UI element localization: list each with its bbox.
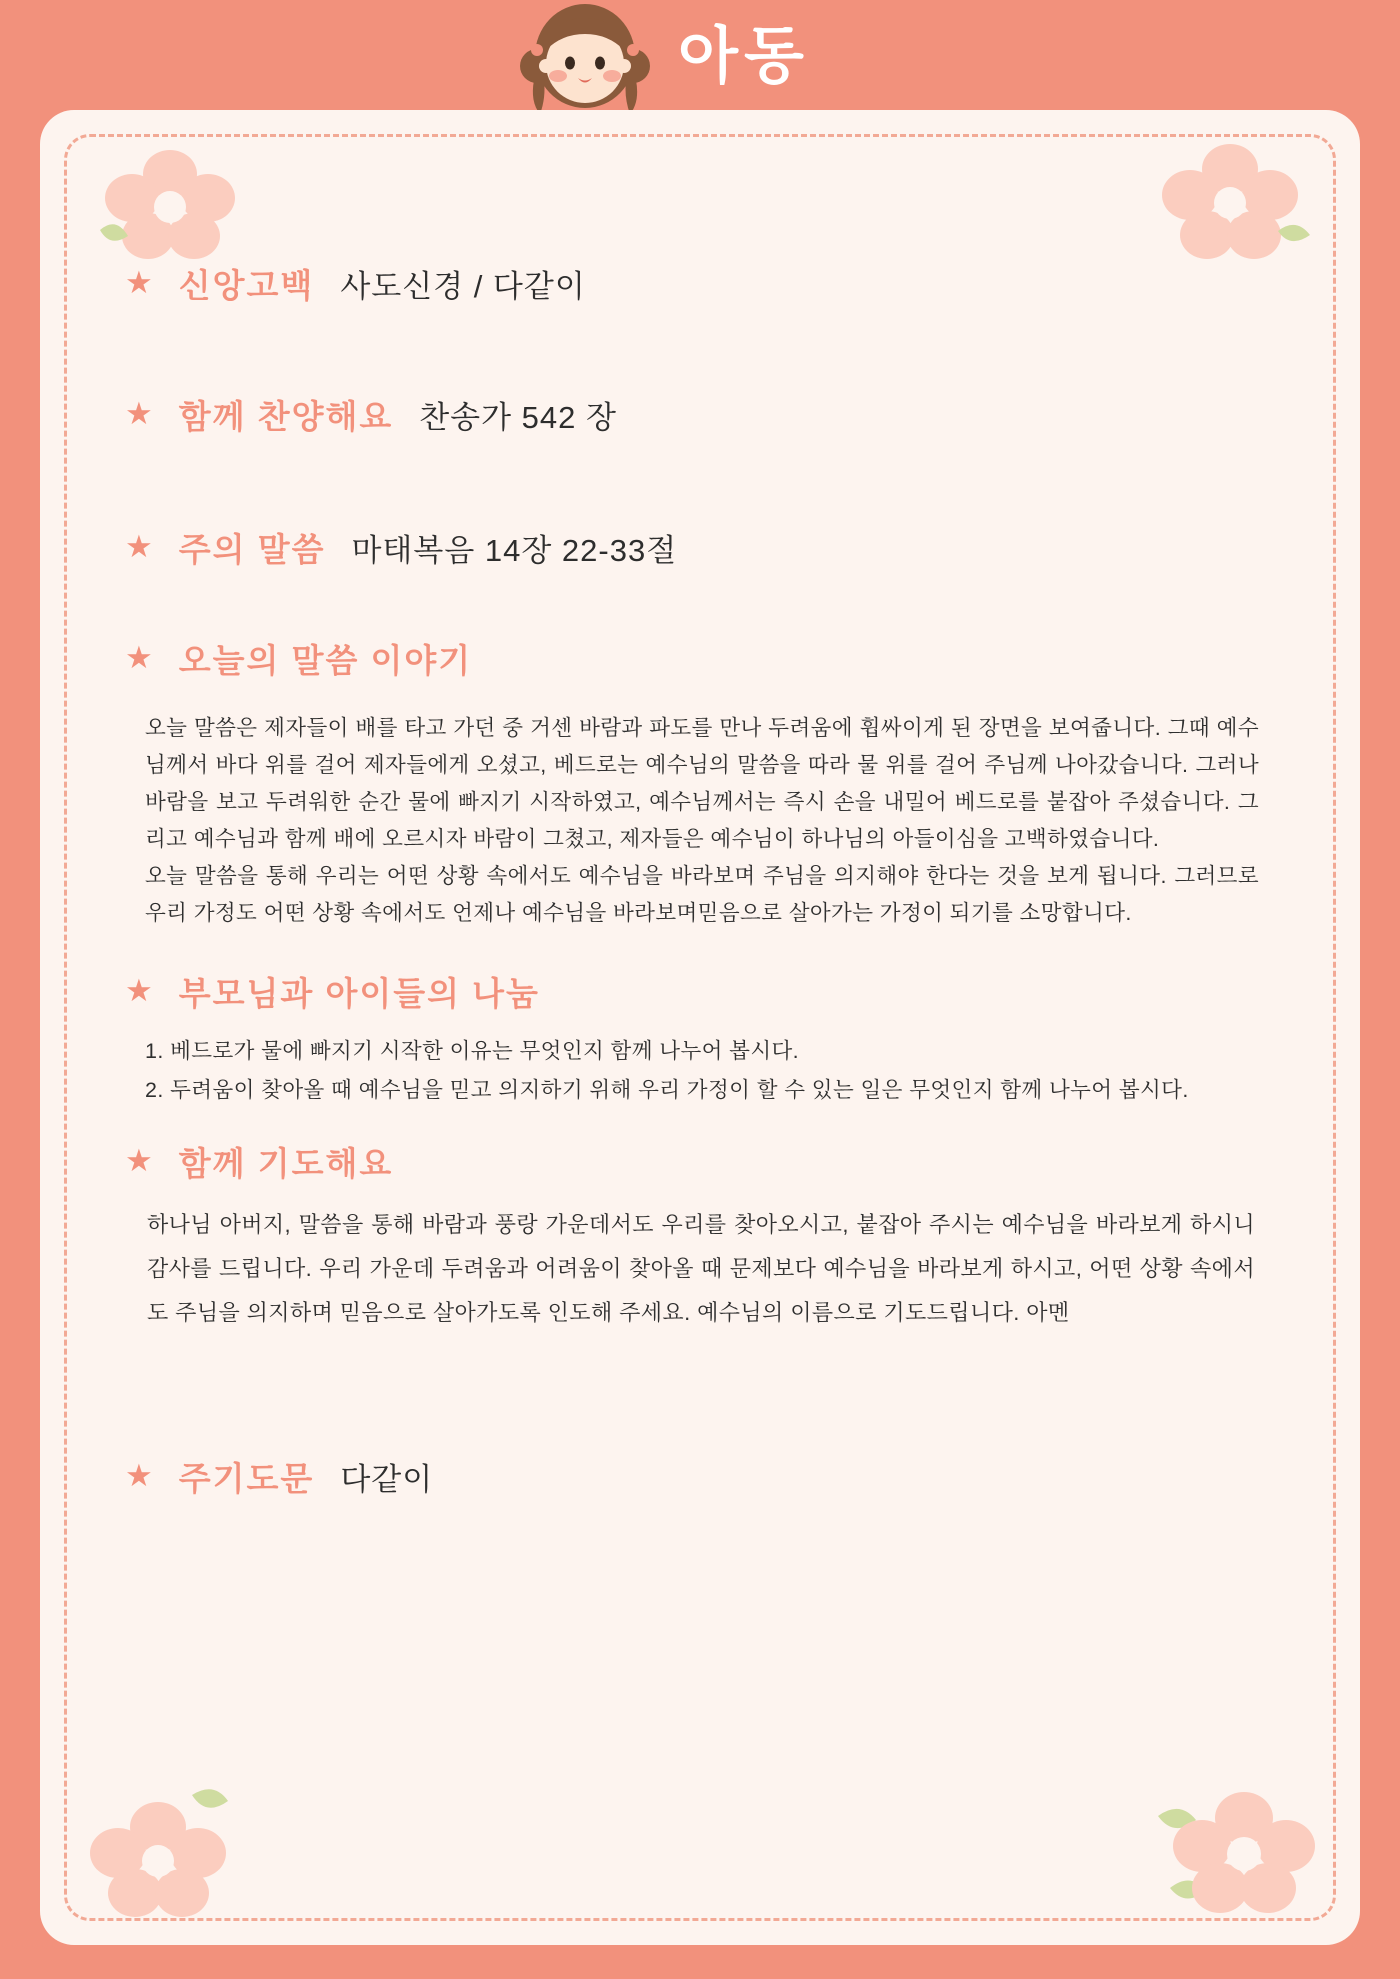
section-message-paragraph-1: 오늘 말씀은 제자들이 배를 타고 가던 중 거센 바람과 파도를 만나 두려움에 휩싸이게 된 장면을 보여줍니다. 그때 예수님께서 바다 위를 걸어 제자들에게 오셨고, 베드로는 예수님의 말씀을 따라 물 위를 걸어 주님께 나아갔습니다. 그러나 바람을 보고 두려워한 순간 물에 빠지기 시작하였고, 예수님께서는 즉시 손을 내밀어 베드로를 붙잡아 주셨습니다. 그리고 예수님과 함께 배에 오르시자 바람이 그쳤고, 제자들은 예수님이 하나님의 아들이심을 고백하였습니다. (145, 716, 1259, 851)
section-prayer-text: 하나님 아버지, 말씀을 통해 바람과 풍랑 가운데서도 우리를 찾아오시고, 붙잡아 주시는 예수님을 바라보게 하시니 감사를 드립니다. 우리 가운데 두려움과 어려움이 찾아올 때 문제보다 예수님을 바라보게 하시고, 어떤 상황 속에서도 주님을 의지하며 믿음으로 살아가도록 인도해 주세요. 예수님의 이름으로 기도드립니다. 아멘 (147, 1212, 1255, 1326)
page-header (0, 0, 1400, 128)
page-title: 아동 (678, 22, 810, 91)
section-message-paragraph-2: 오늘 말씀을 통해 우리는 어떤 상황 속에서도 예수님을 바라보며 주님을 의지해야 한다는 것을 보게 됩니다. 그러므로 우리 가정도 어떤 상황 속에서도 언제나 예수님을 바라보며믿음으로 살아가는 가정이 되기를 소망합니다. (145, 863, 1259, 925)
list-item: 2. 두려움이 찾아올 때 예수님을 믿고 의지하기 위해 우리 가정이 할 수 있는 일은 무엇인지 함께 나누어 봅시다. (145, 1078, 1189, 1103)
section-lords-prayer-value: 다같이 (340, 1462, 434, 1498)
star-icon: ★ (125, 265, 153, 300)
star-icon: ★ (125, 640, 153, 675)
section-creed (125, 260, 1265, 307)
section-lords-prayer (125, 1453, 1265, 1500)
star-icon: ★ (125, 396, 153, 431)
star-icon: ★ (125, 1143, 153, 1179)
section-prayer-label: 함께 기도해요 (178, 1145, 394, 1183)
section-praise-label: 함께 찬양해요 (178, 398, 394, 435)
worship-bulletin-card (40, 110, 1360, 1945)
section-sharing-heading (125, 968, 1265, 1015)
bulletin-content (40, 110, 1360, 1945)
section-sharing-label: 부모님과 아이들의 나눔 (178, 974, 540, 1012)
section-prayer-heading (125, 1138, 1265, 1185)
header-inner (510, 0, 810, 128)
star-icon: ★ (125, 1458, 153, 1494)
star-icon: ★ (125, 529, 153, 564)
star-icon: ★ (125, 972, 153, 1008)
section-message-heading (125, 635, 1265, 682)
section-message-label: 오늘의 말씀 이야기 (178, 642, 473, 679)
section-creed-value: 사도신경 / 다같이 (340, 269, 586, 304)
girl-face-icon (510, 0, 660, 128)
section-word-value: 마태복음 14장 22-33절 (351, 533, 678, 568)
section-word (125, 524, 1265, 571)
sharing-question-list (125, 1033, 1265, 1110)
section-praise (125, 391, 1265, 438)
section-word-label: 주의 말씀 (178, 531, 326, 568)
section-praise-value: 찬송가 542 장 (419, 400, 617, 435)
section-lords-prayer-label: 주기도문 (178, 1460, 315, 1498)
section-creed-label: 신앙고백 (178, 267, 315, 304)
list-item: 1. 베드로가 물에 빠지기 시작한 이유는 무엇인지 함께 나누어 봅시다. (145, 1038, 800, 1063)
